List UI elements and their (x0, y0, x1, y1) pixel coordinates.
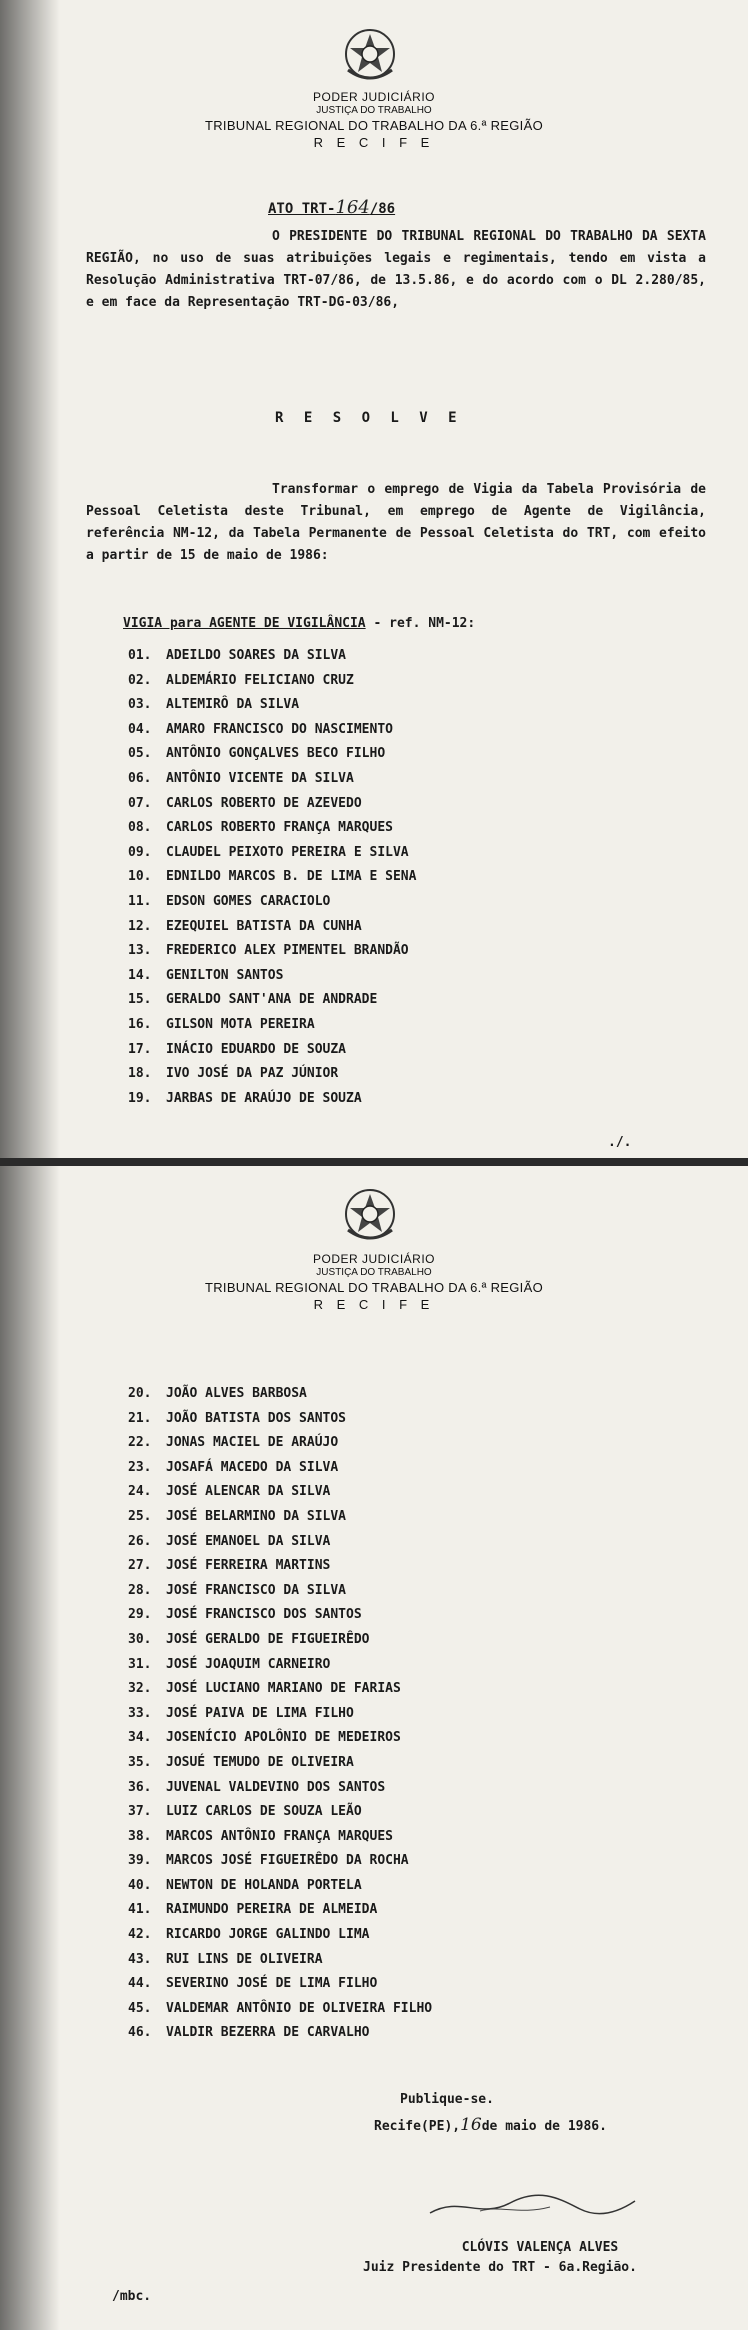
item-number: 31. (128, 1656, 152, 1672)
item-number: 39. (128, 1853, 152, 1869)
employee-name: JOSENÍCIO APOLÔNIO DE MEDEIROS (166, 1730, 401, 1746)
letterhead-city: R E C I F E (313, 1297, 435, 1312)
employee-list-item (128, 1677, 432, 1702)
employee-list-item (128, 1038, 416, 1063)
item-number: 45. (128, 2000, 152, 2016)
employee-list-item (128, 1062, 416, 1087)
employee-name: JOSÉ FRANCISCO DA SILVA (166, 1582, 347, 1598)
item-number: 25. (128, 1508, 152, 1524)
employee-list-item (128, 1972, 432, 1997)
employee-list-item (128, 1898, 432, 1923)
employee-name: NEWTON DE HOLANDA PORTELA (166, 1877, 362, 1893)
resolution-text: Transformar o emprego de Vigia da Tabela Provisória de Pessoal Celetista deste Tribunal, em emprego de Agente de Vigilância, referência NM-12, da Tabela Permanente de Pessoal Celetista do TRT, com efeito a partir de 15 de maio de 1986: (86, 482, 706, 563)
item-number: 03. (128, 697, 152, 713)
item-number: 09. (128, 844, 152, 860)
employee-name: AMARO FRANCISCO DO NASCIMENTO (166, 721, 393, 737)
employee-list-item (128, 865, 416, 890)
employee-list-item (128, 1013, 416, 1038)
item-number: 05. (128, 746, 152, 762)
employee-name: JOSÉ ALENCAR DA SILVA (166, 1484, 331, 1500)
letterhead-poder: PODER JUDICIÁRIO (312, 90, 435, 104)
employee-list-item (128, 964, 416, 989)
employee-list-item (128, 1530, 432, 1555)
employee-list-item (128, 1431, 432, 1456)
employee-list-item (128, 841, 416, 866)
item-number: 15. (128, 992, 152, 1008)
item-number: 12. (128, 918, 152, 934)
employee-name: EDSON GOMES CARACIOLO (166, 893, 331, 909)
employee-list-item (128, 1825, 432, 1850)
employee-name: CARLOS ROBERTO DE AZEVEDO (166, 795, 362, 811)
employee-list-item (128, 2021, 432, 2046)
item-number: 16. (128, 1016, 152, 1032)
employee-name: ALTEMIRÔ DA SILVA (166, 697, 300, 713)
employee-name: JOSÉ GERALDO DE FIGUEIRÊDO (166, 1631, 370, 1647)
item-number: 26. (128, 1533, 152, 1549)
preamble: O PRESIDENTE DO TRIBUNAL REGIONAL DO TRABALHO DA SEXTA REGIÃO, no uso de suas atribuições legais e regimentais, tendo em vista a Resolução Administrativa TRT-07/86, de 13.5.86, e do acordo com o DL 2.280/85, e em face da Representação TRT-DG-03/86, (86, 229, 706, 310)
employee-name: SEVERINO JOSÉ DE LIMA FILHO (166, 1976, 378, 1992)
employee-list-item (128, 1702, 432, 1727)
employee-name: JOSÉ BELARMINO DA SILVA (166, 1508, 347, 1524)
employee-name: IVO JOSÉ DA PAZ JÚNIOR (166, 1066, 339, 1082)
employee-list-item (128, 915, 416, 940)
item-number: 41. (128, 1902, 152, 1918)
employee-list-item (128, 1505, 432, 1530)
employee-name: LUIZ CARLOS DE SOUZA LEÃO (166, 1804, 362, 1820)
signer-name: CLÓVIS VALENÇA ALVES (461, 2240, 619, 2255)
employee-list-item (128, 1800, 432, 1825)
item-number: 21. (128, 1410, 152, 1426)
employee-list-item (128, 1628, 432, 1653)
letterhead-poder: PODER JUDICIÁRIO (312, 1252, 435, 1266)
employee-name: RUI LINS DE OLIVEIRA (166, 1951, 323, 1967)
employee-name: RAIMUNDO PEREIRA DE ALMEIDA (166, 1902, 378, 1918)
coat-of-arms-seal-icon (340, 26, 400, 84)
signer-title: Juiz Presidente do TRT - 6a.Região. (363, 2260, 637, 2275)
item-number: 14. (128, 967, 152, 983)
employee-name: JOSÉ FERREIRA MARTINS (166, 1558, 331, 1574)
item-number: 08. (128, 820, 152, 836)
employee-name: ALDEMÁRIO FELICIANO CRUZ (166, 672, 354, 688)
item-number: 17. (128, 1041, 152, 1057)
item-number: 01. (128, 648, 152, 663)
employee-name: JOSÉ LUCIANO MARIANO DE FARIAS (166, 1681, 401, 1697)
item-number: 37. (128, 1804, 152, 1820)
item-number: 36. (128, 1779, 152, 1795)
item-number: 28. (128, 1582, 152, 1598)
signature-icon (420, 2191, 640, 2221)
item-number: 27. (128, 1558, 152, 1574)
employee-name: CARLOS ROBERTO FRANÇA MARQUES (166, 820, 393, 836)
item-number: 33. (128, 1705, 152, 1721)
act-number-handwritten: 164 (335, 197, 370, 218)
employee-list-item (128, 1776, 432, 1801)
employee-list-item (128, 1456, 432, 1481)
employee-list-item (128, 644, 416, 669)
employee-list-item (128, 669, 416, 694)
employee-name: ANTÔNIO GONÇALVES BECO FILHO (166, 746, 386, 762)
employee-name: MARCOS ANTÔNIO FRANÇA MARQUES (166, 1828, 393, 1844)
letterhead-tribunal: TRIBUNAL REGIONAL DO TRABALHO DA 6.ª REGIÃO (205, 118, 543, 133)
employee-list-item (128, 1382, 432, 1407)
item-number: 40. (128, 1877, 152, 1893)
publish-notice: Publique-se. (400, 2092, 494, 2107)
continued-mark: ./. (608, 1135, 632, 1150)
item-number: 04. (128, 721, 152, 737)
item-number: 11. (128, 893, 152, 909)
item-number: 30. (128, 1631, 152, 1647)
item-number: 06. (128, 770, 152, 786)
employee-list-item (128, 693, 416, 718)
employee-name: JOSÉ FRANCISCO DOS SANTOS (166, 1607, 362, 1623)
item-number: 07. (128, 795, 152, 811)
employee-list-item (128, 1923, 432, 1948)
employee-name: CLAUDEL PEIXOTO PEREIRA E SILVA (166, 844, 409, 860)
document-page-2 (0, 1166, 748, 2330)
item-number: 42. (128, 1927, 152, 1943)
employee-list-item (128, 1874, 432, 1899)
item-number: 10. (128, 869, 152, 885)
employee-name: VALDEMAR ANTÔNIO DE OLIVEIRA FILHO (166, 2000, 433, 2016)
employee-name: EZEQUIEL BATISTA DA CUNHA (166, 918, 362, 934)
employee-list-item (128, 1726, 432, 1751)
signer-block (363, 2238, 637, 2278)
employee-list-item (128, 890, 416, 915)
employee-name: FREDERICO ALEX PIMENTEL BRANDÃO (166, 943, 409, 959)
resolve-heading: R E S O L V E (275, 410, 463, 426)
item-number: 35. (128, 1754, 152, 1770)
employee-name: JOÃO BATISTA DOS SANTOS (166, 1410, 347, 1426)
employee-name: GILSON MOTA PEREIRA (166, 1016, 315, 1032)
employee-name: ANTÔNIO VICENTE DA SILVA (166, 770, 354, 786)
employee-name: ADEILDO SOARES DA SILVA (166, 648, 347, 663)
employee-list-item (128, 1849, 432, 1874)
letterhead-justica: JUSTIÇA DO TRABALHO (316, 105, 432, 116)
employee-name: JOSAFÁ MACEDO DA SILVA (166, 1459, 339, 1475)
employee-list-item (128, 1997, 432, 2022)
letterhead-justica: JUSTIÇA DO TRABALHO (316, 1267, 432, 1278)
employee-name: JARBAS DE ARAÚJO DE SOUZA (166, 1090, 362, 1106)
item-number: 32. (128, 1681, 152, 1697)
list-heading: VIGIA para AGENTE DE VIGILÂNCIA - ref. NM-12: (123, 616, 476, 631)
item-number: 02. (128, 672, 152, 688)
typist-initials: /mbc. (112, 2289, 152, 2304)
employee-list-item (128, 742, 416, 767)
document-page-1 (0, 0, 748, 1158)
item-number: 23. (128, 1459, 152, 1475)
employee-name: JONAS MACIEL DE ARAÚJO (166, 1435, 339, 1451)
employee-list-item (128, 1653, 432, 1678)
coat-of-arms-seal-icon (340, 1186, 400, 1244)
employee-list-item (128, 1554, 432, 1579)
employee-list-item (128, 1603, 432, 1628)
employee-list-item (128, 1579, 432, 1604)
employee-list-item (128, 767, 416, 792)
item-number: 13. (128, 943, 152, 959)
letterhead (0, 90, 748, 150)
employee-list-item (128, 792, 416, 817)
item-number: 38. (128, 1828, 152, 1844)
employee-name: JOÃO ALVES BARBOSA (166, 1386, 307, 1401)
employee-list-item (128, 988, 416, 1013)
item-number: 34. (128, 1730, 152, 1746)
employee-name: VALDIR BEZERRA DE CARVALHO (166, 2025, 370, 2041)
letterhead-tribunal: TRIBUNAL REGIONAL DO TRABALHO DA 6.ª REGIÃO (205, 1280, 543, 1295)
employee-name: GENILTON SANTOS (166, 967, 284, 983)
item-number: 18. (128, 1066, 152, 1082)
item-number: 44. (128, 1976, 152, 1992)
employee-name: GERALDO SANT'ANA DE ANDRADE (166, 992, 378, 1008)
employee-list-item (128, 1480, 432, 1505)
item-number: 29. (128, 1607, 152, 1623)
letterhead-city: R E C I F E (313, 135, 435, 150)
letterhead (0, 1252, 748, 1312)
employee-list-item (128, 1948, 432, 1973)
employee-name: JOSÉ EMANOEL DA SILVA (166, 1533, 331, 1549)
item-number: 19. (128, 1090, 152, 1106)
act-number (268, 197, 395, 218)
day-handwritten: 16 (460, 2115, 482, 2135)
employee-list-page-2 (128, 1382, 432, 2046)
employee-list-page-1 (128, 644, 416, 1111)
employee-name: JOSÉ PAIVA DE LIMA FILHO (166, 1705, 354, 1721)
act-prefix: ATO TRT- (268, 201, 336, 217)
employee-list-item (128, 1087, 416, 1112)
item-number: 22. (128, 1435, 152, 1451)
item-number: 24. (128, 1484, 152, 1500)
employee-list-item (128, 939, 416, 964)
item-number: 20. (128, 1386, 152, 1401)
item-number: 43. (128, 1951, 152, 1967)
act-suffix: /86 (369, 201, 396, 217)
employee-name: RICARDO JORGE GALINDO LIMA (166, 1927, 370, 1943)
employee-name: JUVENAL VALDEVINO DOS SANTOS (166, 1779, 386, 1795)
employee-list-item (128, 1751, 432, 1776)
place-and-date: Recife(PE),16de maio de 1986. (374, 2115, 607, 2135)
employee-name: INÁCIO EDUARDO DE SOUZA (166, 1041, 347, 1057)
employee-name: JOSÉ JOAQUIM CARNEIRO (166, 1656, 331, 1672)
employee-name: EDNILDO MARCOS B. DE LIMA E SENA (166, 869, 417, 885)
employee-list-item (128, 718, 416, 743)
employee-name: JOSUÉ TEMUDO DE OLIVEIRA (166, 1754, 354, 1770)
employee-name: MARCOS JOSÉ FIGUEIRÊDO DA ROCHA (166, 1853, 409, 1869)
employee-list-item (128, 816, 416, 841)
item-number: 46. (128, 2025, 152, 2041)
employee-list-item (128, 1407, 432, 1432)
